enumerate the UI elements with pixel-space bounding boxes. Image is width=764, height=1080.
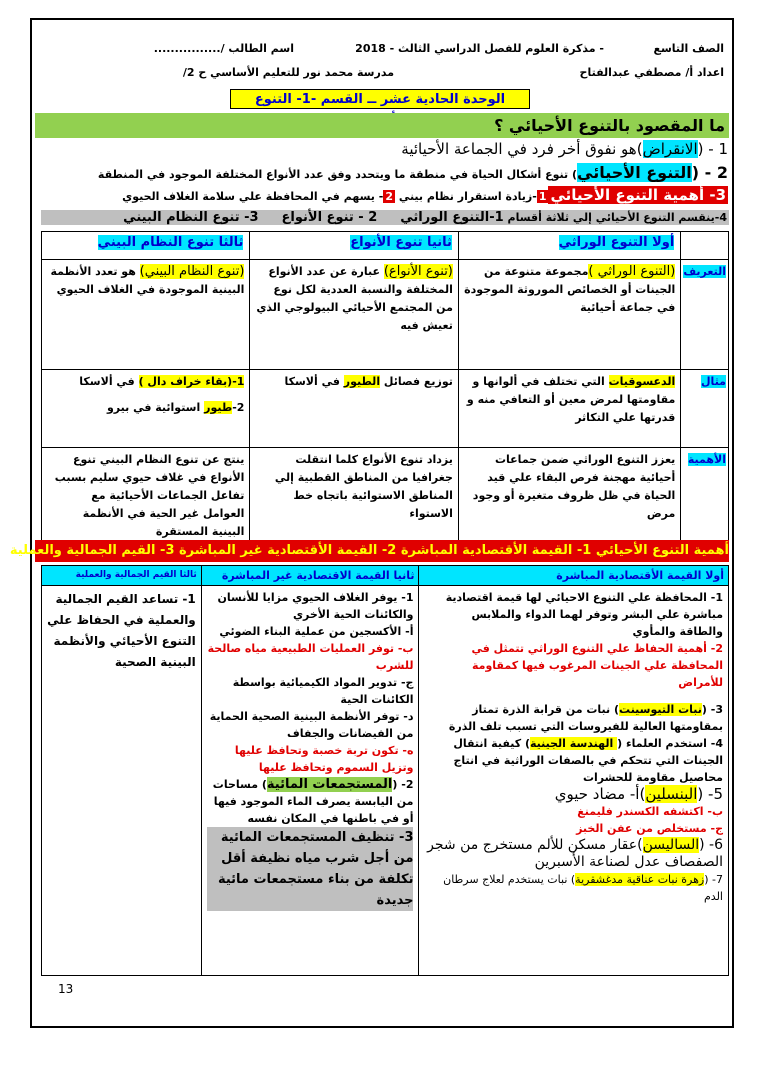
header-aesthetic-value: ثالثا القيم الجمالية والعملية [42,566,202,586]
importance-title: 3- أهمية التنوع الأحيائي [550,186,726,204]
ex-genetic-term: الدعسوقيات [608,375,676,388]
table2-header-row [42,566,729,586]
biodiversity-importance-line [122,186,728,204]
table2-body-row [42,586,729,976]
indirect-p2-num: 2- ( [392,778,414,791]
imp-ecosystem-cell: ينتج عن تنوع النظام البيني تنوع الأنواع في غلاف حيوي سليم بسبب تفاعل الجماعات الأحيائية مع العوامل غير الحية في الأنظمة البينية المستقرة [42,448,250,545]
header-ecosystem [42,232,250,260]
indirect-p2-text: ) مساحات من اليابسة يصرف الماء الموجود فيها أو في باطنها في المكان نفسه [212,778,414,825]
rowhead-importance-text: الأهمية [687,453,726,466]
direct-p2: 2- أهمية الحفاظ علي التنوع الوراثي تتمثل في المحافظة علي الجينات المرغوب فيها كمقاومة للأمراض [471,642,723,689]
def-species-term: (تنوع الأنواع) [383,264,453,279]
def-species-cell [250,260,458,370]
ex-ecosystem-a-term: 1-(بقاء خراف دال ) [138,375,245,388]
direct-p3-num: 3- ( [701,703,723,716]
direct-p1: 1- المحافظة علي التنوع الاحيائي لها قيمة اقتصادية مباشرة علي البشر وتوفر لهما الدواء والملابس والطاقة والمأوي [445,591,723,638]
def-ecosystem-text: هو تعدد الأنظمة البينية الموجودة في الغلاف الحيوي [50,265,245,296]
direct-p6-num: 6- ( [699,837,723,853]
rowhead-example-text: مثال [701,375,726,388]
biodiversity-types-table [41,231,729,545]
aesthetic-value-cell: 1- تساعد القيم الجمالية والعملية في الحفاظ علي التنوع الأحيائي والأنظمة البينية الصحية [42,586,202,976]
ex-species-cell [250,370,458,448]
direct-p4-pre: 4- استخدم العلماء ( [617,737,723,750]
table1-row-importance [42,448,729,545]
rowhead-definition [681,260,729,370]
direct-p4-term: الهندسة الجينية [529,737,618,750]
indirect-value-cell [201,586,419,976]
header-indirect-value: ثانيا القيمة الاقتصادية غير المباشرة [201,566,419,586]
direct-p5-term: البنسلين [645,785,698,803]
direct-p3-term: نبات التيوسينت [619,703,702,716]
rowhead-example [681,370,729,448]
type-genetic: 1-التنوع الوراثي [400,210,504,225]
indirect-p2 [207,776,414,827]
types-intro: 4-ينقسم التنوع الأحيائي إلي ثلاثة أقسام [507,211,727,224]
prepared-by: اعداد أ/ مصطفي عبدالفتاح [579,66,724,79]
direct-p6-text: )عقار مسكن للألم مستخرج من شجر الصفصاف عدل لصناعة الأسبرين [427,837,723,870]
definition-biodiversity [98,163,728,182]
page-number: 13 [58,982,74,996]
direct-p5 [424,786,723,803]
def-genetic-term: (التنوع الوراثي ) [588,264,676,279]
direct-p7-term: زهرة نبات عناقية مدغشقرية [575,873,705,886]
indirect-p1: 1- يوفر الغلاف الحيوي مزايا للأنسان والكائنات الحية الأخري [217,591,414,621]
corner-cell [681,232,729,260]
table1-row-definition [42,260,729,370]
def-ecosystem-term: (تنوع النظام البيني) [139,264,245,279]
indirect-pd: د- توفر الأنظمة البينية الصحية الحماية من الفيضانات والجفاف [209,710,414,740]
header-direct-value: أولا القيمة الأقتصادية المباشرة [419,566,729,586]
header-genetic [458,232,680,260]
ex-ecosystem-a [47,373,244,391]
def2-term: التنوع الأحيائي [577,163,692,182]
biodiversity-types-line [41,210,729,225]
def1-term: الانقراض [642,140,698,158]
ex-ecosystem-b-pre: 2- [232,401,245,414]
rowhead-importance [681,448,729,545]
rowhead-definition-text: التعريف [683,265,726,278]
direct-p7-text: ) نبات يستخدم لعلاج سرطان الدم [443,873,723,903]
indirect-p2-term: المستجمعات المائية [266,777,393,792]
header-genetic-text: أولا التنوع الوراثي [558,235,675,250]
def1-num: 1 - ( [697,140,728,158]
ex-species-pre: توزيع فصائل [380,375,453,388]
type-ecosystem: 3- تنوع النظام البيني [123,210,259,225]
def-ecosystem-cell [42,260,250,370]
ex-ecosystem-b-post: استوائية في بيرو [106,401,205,414]
ex-species-post: في ألاسكا [284,375,344,388]
direct-p7 [424,871,723,905]
indirect-pe: ه- تكون تربة خصبة وتحافظ عليها وتزيل السموم وتحافظ عليها [234,744,414,774]
definition-extinction [401,140,728,158]
question-heading: ما المقصود بالتنوع الأحيائي ؟ [35,113,729,138]
def2-text: ) تنوع أشكال الحياة في منطقة ما ويتحدد وفق عدد الأنواع المختلفة الموجود في المنطقة [97,168,578,181]
ex-ecosystem-b-term: طيور [204,401,233,414]
direct-p3 [424,701,723,735]
indirect-pb: ب- توفر العمليات الطبيعية مياه صالحة للشرب [207,642,414,672]
indirect-pc: ج- تدوير المواد الكيميائية بواسطة الكائنات الحية [232,676,414,706]
header-ecosystem-text: ثالثا تنوع النظام البيني [97,235,244,250]
ex-genetic-cell [458,370,680,448]
def-species-text: عبارة عن عدد الأنواع المختلفة والنسبة العددية لكل نوع من المجتمع الأحيائي البيولوجي الذي تعيش فيه [256,265,453,332]
importance-b: - يسهم في المحافظة علي سلامة الغلاف الحيوي [122,190,384,203]
ex-species-term: الطيور [343,375,381,388]
header-species [250,232,458,260]
direct-p5-c: ج- مستخلص من عفن الخبز [576,822,723,835]
def-genetic-cell [458,260,680,370]
indirect-pa: أ- الأكسجين من عملية البناء الضوئي [219,625,414,638]
table1-header-row [42,232,729,260]
direct-value-cell [419,586,729,976]
values-table [41,565,729,976]
type-species: 2 - تنوع الأنواع [281,210,378,225]
direct-p5-text: )أ- مضاد حيوي [554,785,646,803]
direct-p5-b: ب- اكتشفه الكسندر فليمنغ [577,805,723,818]
importance-n2: 2 [385,190,393,203]
imp-species-cell: يزداد تنوع الأنواع كلما انتقلت جغرافيا من المناطق القطبية إلي المناطق الاستوائية باتجاه خط الاستواء [250,448,458,545]
direct-p4-text: ) كيفية انتقال الجينات التي تتحكم في بالصفات الوراثية في انتاج محاصيل مقاومة للحشرات [453,737,723,784]
memo-title: - مذكرة العلوم للفصل الدراسي الثالث - 2018 [355,42,604,55]
unit-title: الوحدة الحادية عشر ــ القسم -1- التنوع [230,89,530,109]
ex-ecosystem-a-post: في ألاسكا [79,375,139,388]
student-name-field: اسم الطالب /................ [153,42,294,55]
def-genetic-text: مجموعة متنوعة من الجينات أو الخصائص الموروثة الموجودة في جماعة أحيائية [464,265,676,314]
direct-p6-term: الساليسن [642,837,700,853]
ex-ecosystem-b [47,399,244,417]
importance-n1: 1 [538,190,547,203]
direct-p6 [424,837,723,871]
def1-text: )هو نفوق أخر فرد في الجماعة الأحيائية [401,140,643,158]
ex-ecosystem-cell [42,370,250,448]
direct-p3-text: ) نبات من قرابة الذرة تمتاز بمقاومتها العالية للفيروسات التي تسبب تلف الذرة [448,703,723,733]
imp-genetic-cell: يعزز التنوع الوراثي ضمن جماعات أحيائية مهجنة فرص البقاء علي قيد الحياة في ظل ظروف متغيرة أو وجود مرض [458,448,680,545]
indirect-p3: 3- تنظيف المستجمعات المائية من أجل شرب مياه نظيفة أقل تكلفة من بناء مستجمعات مائية جديدة [207,827,414,911]
importance-a: -زيادة استقرار نظام بيني [398,190,537,203]
direct-p4 [424,735,723,786]
values-bar: أهمية التنوع الأحيائي 1- القيمة الأقتصادية المباشرة 2- القيمة الأقتصادية غير المباشرة 3- القيم الجمالية والعملية [35,540,729,562]
direct-p7-num: 7- ( [704,873,723,886]
direct-p5-num: 5- ( [697,785,723,803]
ex-genetic-text: التي تختلف في ألوانها و مقاومتها لمرض معين أو التعافي منه و قدرتها علي التكاثر [466,375,676,424]
table1-row-example [42,370,729,448]
school-name: مدرسة محمد نور للتعليم الأساسي ح 2/ [182,66,394,79]
grade-label: الصف التاسع [653,42,724,55]
def2-num: 2 - ( [691,163,728,182]
header-species-text: ثانيا تنوع الأنواع [350,235,452,250]
